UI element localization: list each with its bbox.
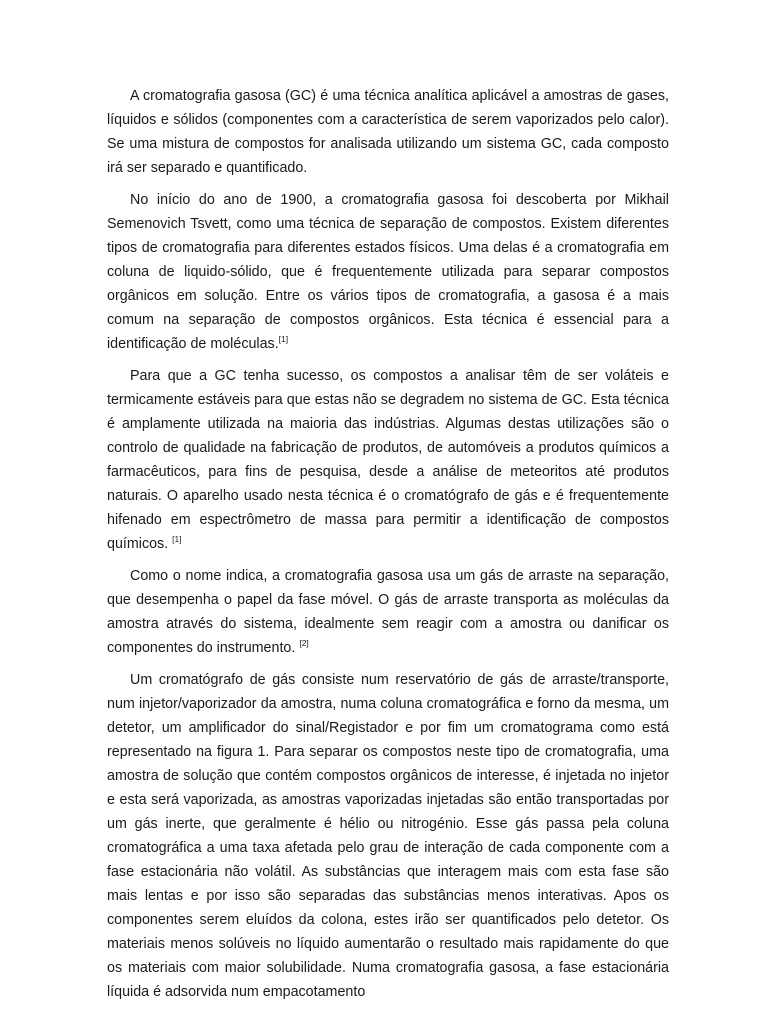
- document-page: [107, 84, 669, 1012]
- citation-reference: [2]: [299, 638, 309, 648]
- paragraph-text: No início do ano de 1900, a cromatografia gasosa foi descoberta por Mikhail Semenovich Tsvett, como uma técnica de separação de compostos. Existem diferentes tipos de cromatografia para diferentes estados físicos. Uma delas é a cromatografia em coluna de liquido-sólido, que é frequentemente utilizada para separar compostos orgânicos em solução. Entre os vários tipos de cromatografia, a gasosa é a mais comum na separação de compostos orgânicos. Esta técnica é essencial para a identificação de moléculas.: [107, 192, 669, 352]
- citation-reference: [1]: [278, 334, 289, 344]
- citation-reference: [1]: [172, 534, 182, 544]
- paragraph-instrument: [107, 668, 669, 1004]
- paragraph-requirements: [107, 364, 669, 556]
- paragraph-text: A cromatografia gasosa (GC) é uma técnica analítica aplicável a amostras de gases, líquidos e sólidos (componentes com a característica de serem vaporizados pelo calor). Se uma mistura de compostos for analisada utilizando um sistema GC, cada composto irá ser separado e quantificado.: [107, 88, 669, 176]
- paragraph-text: Um cromatógrafo de gás consiste num reservatório de gás de arraste/transporte, num injetor/vaporizador da amostra, numa coluna cromatográfica e forno da mesma, um detetor, um amplificador do sinal/Registador e por fim um cromatograma como está representado na figura 1. Para separar os compostos neste tipo de cromatografia, uma amostra de solução que contém compostos orgânicos de interesse, é injetada no injetor e esta será vaporizada, as amostras vaporizadas injetadas são então transportadas por um gás inerte, que geralmente é hélio ou nitrogénio. Esse gás passa pela coluna cromatográfica a uma taxa afetada pelo grau de interação de cada componente com a fase estacionária não volátil. As substâncias que interagem mais com esta fase são mais lentas e por isso são separadas das substâncias menos interativas. Apos os componentes serem eluídos da colona, estes irão ser quantificados pelo detetor. Os materiais menos solúveis no líquido aumentarão o resultado mais rapidamente do que os materiais com maior solubilidade. Numa cromatografia gasosa, a fase estacionária líquida é adsorvida num empacotamento: [107, 672, 669, 1000]
- paragraph-text: Para que a GC tenha sucesso, os compostos a analisar têm de ser voláteis e termicamente estáveis para que estas não se degradem no sistema de GC. Esta técnica é amplamente utilizada na maioria das indústrias. Algumas destas utilizações são o controlo de qualidade na fabricação de produtos, de automóveis a produtos químicos a farmacêuticos, para fins de pesquisa, desde a análise de meteoritos até produtos naturais. O aparelho usado nesta técnica é o cromatógrafo de gás e é frequentemente hifenado em espectrômetro de massa para permitir a identificação de compostos químicos.: [107, 368, 669, 552]
- paragraph-carrier-gas: [107, 564, 669, 660]
- paragraph-history: [107, 188, 669, 356]
- paragraph-intro: [107, 84, 669, 180]
- paragraph-text: Como o nome indica, a cromatografia gasosa usa um gás de arraste na separação, que desempenha o papel da fase móvel. O gás de arraste transporta as moléculas da amostra através do sistema, idealmente sem reagir com a amostra ou danificar os componentes do instrumento.: [107, 568, 669, 656]
